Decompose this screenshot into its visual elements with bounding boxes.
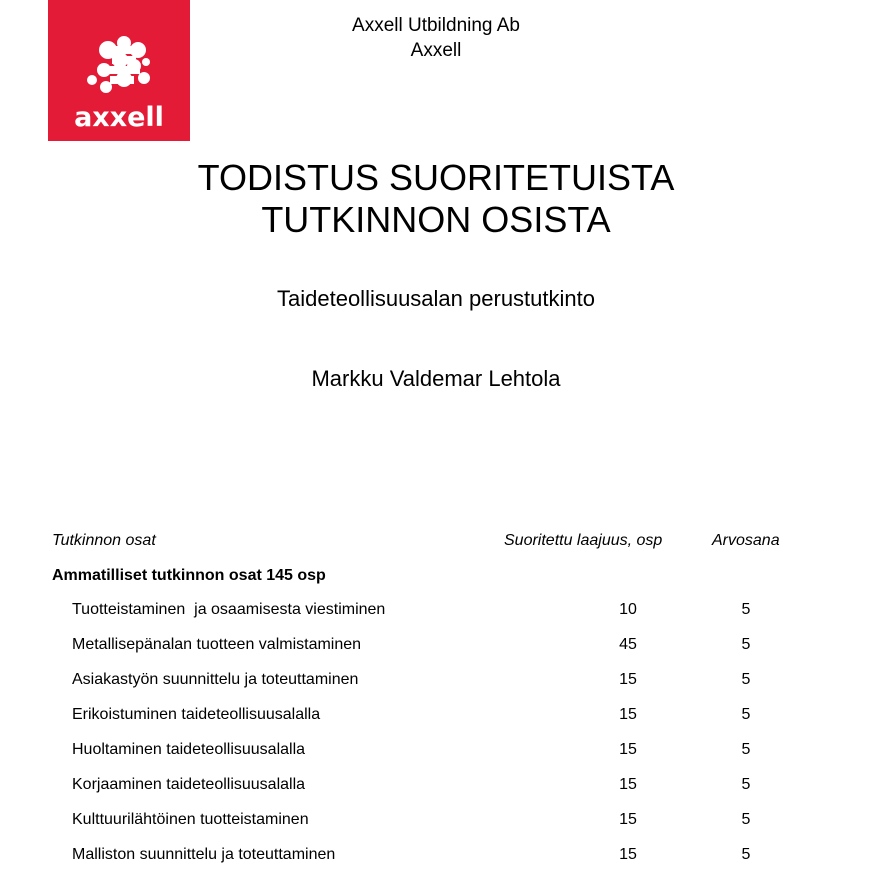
row-grade: 5 xyxy=(741,636,751,653)
table-row xyxy=(0,767,872,802)
row-name: Malliston suunnittelu ja toteuttaminen xyxy=(72,846,336,863)
table-row xyxy=(0,732,872,767)
table-row xyxy=(0,837,872,872)
course-list xyxy=(0,592,872,872)
column-header-scope: Suoritettu laajuus, osp xyxy=(504,532,663,549)
row-scope: 45 xyxy=(619,636,637,653)
group-title: Ammatilliset tutkinnon osat 145 osp xyxy=(52,567,326,584)
row-name: Kulttuurilähtöinen tuotteistaminen xyxy=(72,811,309,828)
row-scope: 15 xyxy=(619,776,637,793)
row-name: Tuotteistaminen ja osaamisesta viestiminen xyxy=(72,601,386,618)
table-row xyxy=(0,802,872,837)
row-scope: 10 xyxy=(619,601,637,618)
row-scope: 15 xyxy=(619,741,637,758)
row-name: Asiakastyön suunnittelu ja toteuttaminen xyxy=(72,671,359,688)
row-scope: 15 xyxy=(619,811,637,828)
row-grade: 5 xyxy=(741,671,751,688)
row-grade: 5 xyxy=(741,601,751,618)
degree-name: Taideteollisuusalan perustutkinto xyxy=(277,286,595,311)
row-name: Huoltaminen taideteollisuusalalla xyxy=(72,741,306,758)
row-name: Metallisepänalan tuotteen valmistaminen xyxy=(72,636,362,653)
row-grade: 5 xyxy=(741,706,751,723)
issuer-short-name: Axxell xyxy=(410,40,462,61)
row-scope: 15 xyxy=(619,671,637,688)
table-row xyxy=(0,627,872,662)
row-name: Korjaaminen taideteollisuusalalla xyxy=(72,776,306,793)
document-title-line2: TUTKINNON OSISTA xyxy=(261,199,611,240)
issuer-organization: Axxell Utbildning Ab xyxy=(352,15,520,36)
student-name: Markku Valdemar Lehtola xyxy=(311,366,561,391)
document-title-line1: TODISTUS SUORITETUISTA xyxy=(197,157,675,198)
row-grade: 5 xyxy=(741,811,751,828)
row-scope: 15 xyxy=(619,706,637,723)
column-header-grade: Arvosana xyxy=(712,532,780,549)
row-scope: 15 xyxy=(619,846,637,863)
row-name: Erikoistuminen taideteollisuusalalla xyxy=(72,706,321,723)
table-row xyxy=(0,662,872,697)
row-grade: 5 xyxy=(741,776,751,793)
row-grade: 5 xyxy=(741,741,751,758)
logo-text: axxell xyxy=(74,102,164,133)
table-row xyxy=(0,697,872,732)
row-grade: 5 xyxy=(741,846,751,863)
column-header-name: Tutkinnon osat xyxy=(52,532,156,549)
table-row xyxy=(0,592,872,627)
